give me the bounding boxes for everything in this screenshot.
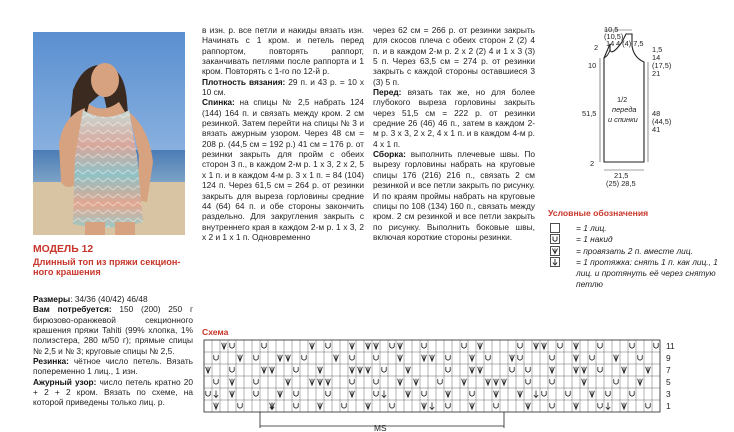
chart-yarn-over-mark: [550, 355, 554, 360]
chart-yarn-over-mark: [526, 367, 530, 372]
dim-right-3: (17,5): [652, 61, 672, 70]
schematic-center-1: 1/2: [617, 95, 628, 104]
chart-yarn-over-mark: [206, 391, 210, 396]
chart-yarn-over-mark: [390, 403, 394, 408]
rib-paragraph: [33, 356, 193, 377]
chart-yarn-over-mark: [254, 391, 258, 396]
instructions-column-3: [373, 25, 535, 242]
chart-decrease-mark: [550, 367, 555, 373]
legend-item-text: = 1 накид: [576, 234, 613, 245]
row-label: 1: [666, 401, 671, 411]
materials-label: Вам потребуется:: [33, 304, 112, 315]
chart-decrease-mark: [422, 355, 427, 361]
chart-skpo-mark: [214, 391, 218, 398]
assembly-label: Сборка:: [373, 149, 406, 160]
chart-decrease-mark: [422, 403, 427, 409]
materials-text: 150 (200) 250 г бирюзово-оранжевой секционного крашения пряжи Tahiti (99% хлопка, 1% полиэстера, 280 м/50 г); прямые спицы № 2,5 и № 3; круговые спицы № 2,5.: [33, 304, 193, 356]
chart-decrease-mark: [470, 367, 475, 373]
chart-decrease-mark: [318, 403, 323, 409]
chart-grid: [204, 340, 660, 428]
chart-decrease-mark: [574, 355, 579, 361]
legend-item-knit: [548, 223, 734, 234]
chart-yarn-over-mark: [446, 367, 450, 372]
back-label: Спинка:: [202, 97, 235, 108]
chart-yarn-over-mark: [326, 343, 330, 348]
scheme-title: Схема: [202, 327, 229, 337]
back-paragraph: [202, 97, 364, 242]
chart-decrease-mark: [518, 391, 523, 397]
chart-decrease-mark: [622, 403, 627, 409]
chart-yarn-over-mark: [654, 343, 658, 348]
dim-left-mid: 10: [588, 61, 597, 70]
rib-label: Резинка:: [33, 356, 69, 367]
chart-decrease-mark: [574, 343, 579, 349]
chart-decrease-mark: [470, 403, 475, 409]
chart-yarn-over-mark: [598, 367, 602, 372]
chart-decrease-mark: [502, 379, 507, 385]
chart-yarn-over-mark: [350, 379, 354, 384]
chart-decrease-mark: [318, 379, 323, 385]
legend-item-yarn-over: [548, 234, 734, 245]
chart-yarn-over-mark: [294, 391, 298, 396]
row-label: 11: [666, 341, 675, 351]
chart-decrease-mark: [350, 367, 355, 373]
chart-decrease-mark: [278, 391, 283, 397]
instructions-column-1: [33, 294, 193, 408]
lace-chart: [204, 340, 674, 432]
model-photo: [33, 32, 185, 235]
chart-yarn-over-mark: [566, 391, 570, 396]
chart-yarn-over-mark: [302, 355, 306, 360]
chart-decrease-mark: [398, 343, 403, 349]
chart-yarn-over-mark: [598, 343, 602, 348]
schematic-center-2: переда: [612, 105, 637, 114]
chart-decrease-mark: [582, 379, 587, 385]
dim-left-long: 51,5: [582, 109, 597, 118]
dim-left-top: 2: [594, 43, 599, 52]
chart-decrease-mark: [590, 391, 595, 397]
dim-right-4: 21: [652, 69, 661, 78]
chart-yarn-over-mark: [614, 379, 618, 384]
chart-decrease-mark: [374, 343, 379, 349]
chart-yarn-over-mark: [214, 379, 218, 384]
chart-yarn-over-mark: [374, 355, 378, 360]
chart-yarn-over-mark: [486, 355, 490, 360]
row-label: 3: [666, 389, 671, 399]
dim-right-6: (44,5): [652, 117, 672, 126]
chart-decrease-mark: [510, 355, 515, 361]
chart-decrease-mark: [238, 355, 243, 361]
dim-top-left-3: 14: [606, 39, 615, 48]
chart-decrease-mark: [230, 391, 235, 397]
chart-skpo-mark: [382, 391, 386, 398]
chart-yarn-over-mark: [646, 403, 650, 408]
ms-label: MS: [374, 423, 387, 432]
chart-decrease-mark: [398, 379, 403, 385]
instructions-column-2: [202, 25, 364, 242]
lace-paragraph: [33, 377, 193, 408]
model-name-line2: ного крашения: [33, 267, 101, 277]
dim-top-left-2: (10,5): [604, 32, 624, 41]
chart-decrease-mark: [262, 367, 267, 373]
chart-decrease-mark: [230, 379, 235, 385]
chart-yarn-over-mark: [526, 379, 530, 384]
chart-decrease-mark: [358, 367, 363, 373]
chart-decrease-mark: [622, 367, 627, 373]
assembly-paragraph: [373, 149, 535, 242]
chart-yarn-over-mark: [294, 367, 298, 372]
lace-text: число петель кратно 20 + 2 + 2 кром. Вязать по схеме, на которой приведены только лиц. р.: [33, 376, 194, 408]
chart-yarn-over-mark: [374, 391, 378, 396]
density-label: Плотность вязания:: [202, 76, 286, 87]
chart-decrease-mark: [286, 379, 291, 385]
materials-paragraph: [33, 304, 193, 356]
chart-yarn-over-mark: [382, 367, 386, 372]
chart-decrease-mark: [318, 367, 323, 373]
chart-yarn-over-mark: [494, 403, 498, 408]
model-name-line1: Длинный топ из пряжи секцион-: [33, 256, 181, 267]
skpo-symbol-icon: [550, 257, 560, 270]
chart-yarn-over-mark: [238, 403, 242, 408]
sizes-text: : 34/36 (40/42) 46/48: [70, 294, 148, 304]
legend-item-text: = провязать 2 п. вместе лиц.: [576, 245, 693, 256]
chart-decrease-mark: [494, 379, 499, 385]
legend-item-k2tog: [548, 246, 734, 257]
row-label: 5: [666, 377, 671, 387]
chart-yarn-over-mark: [254, 355, 258, 360]
chart-decrease-mark: [214, 403, 219, 409]
chart-decrease-mark: [270, 367, 275, 373]
chart-yarn-over-mark: [510, 367, 514, 372]
shoulder-paragraph: через 62 см = 266 р. от резинки закрыть для скосов плеча с обеих сторон 2 (2) 4 п. и в каждом 2-м р. 2 х 2 (2) 4 и 1 х 3 (3) 5 п. Через 63,5 см = 274 р. от резинки закрыть с каждой стороны оставшиеся 3 (3) 5 п.: [373, 25, 535, 87]
dim-right-7: 41: [652, 125, 661, 134]
chart-yarn-over-mark: [262, 343, 266, 348]
chart-decrease-mark: [486, 379, 491, 385]
assembly-text: выполнить плечевые швы. По вырезу горловины набрать на круговые спицы 176 (216) 216 п., связать 2 см резинкой и все петли закрыть по рисунку. И по краям проймы набрать на круговые спицы по 108 (134) 160 п., связать между кром. 2 см резинкой и все петли закрыть по рисунку. Выполнить боковые швы, включая короткие стороны резинки.: [373, 149, 535, 242]
chart-decrease-mark: [278, 355, 283, 361]
chart-yarn-over-mark: [518, 343, 522, 348]
model-number: МОДЕЛЬ 12: [33, 244, 94, 255]
chart-yarn-over-mark: [438, 379, 442, 384]
chart-yarn-over-mark: [446, 355, 450, 360]
chart-yarn-over-mark: [374, 379, 378, 384]
chart-yarn-over-mark: [630, 391, 634, 396]
sizes-label: Размеры: [33, 294, 71, 304]
chart-decrease-mark: [350, 391, 355, 397]
chart-decrease-mark: [574, 403, 579, 409]
chart-decrease-mark: [494, 391, 499, 397]
lace-label: Ажурный узор:: [33, 376, 97, 387]
legend-item-text: = 1 протяжка: снять 1 п. как лиц., 1 лиц. и протянуть её через снятую петлю: [576, 256, 718, 290]
back-text: на спицы № 2,5 набрать 124 (144) 164 п. и связать между кром. 2 см резинкой. Затем перейти на спицы № 3 и вязать ажурным узором. Через 48 см = 208 р. (44,5 см = 192 р.) 41 см = 176 р. от резинки закрыть для пройм с обеих сторон 3 п., в каждом 2-м р. 1 х 3, 2 х 2, 5 х 1 п. и в каждом 4-м р. 3 х 1 п. = 84 (104) 124 п. Через 61,5 см = 264 р. от резинки закрыть для выреза горловины средние 44 (64) 64 п. и обе стороны закончить раздельно. Для закругления закрыть с внутреннего края в каждом 2-м р. 1 х 3, 2 х 2 и 1 х 1 п. Одновременно: [202, 97, 364, 242]
chart-yarn-over-mark: [230, 343, 234, 348]
chart-skpo-mark: [534, 391, 538, 398]
chart-yarn-over-mark: [598, 403, 602, 408]
legend-title: Условные обозначения: [548, 208, 649, 218]
dim-right-5: 48: [652, 109, 661, 118]
density-text: 29 п. и 43 р. = 10 х 10 см.: [202, 76, 364, 98]
density-paragraph: [202, 77, 364, 98]
chart-decrease-mark: [350, 343, 355, 349]
chart-yarn-over-mark: [294, 403, 298, 408]
chart-yarn-over-mark: [422, 343, 426, 348]
sizes-paragraph: [33, 294, 193, 304]
chart-yarn-over-mark: [550, 379, 554, 384]
chart-decrease-mark: [542, 343, 547, 349]
dim-bottom-1: 21,5: [614, 171, 629, 180]
legend-item-skpo: [548, 257, 734, 291]
dim-top-right: 4 (4) 7,5: [616, 39, 644, 48]
chart-decrease-mark: [326, 379, 331, 385]
front-label: Перед:: [373, 87, 402, 98]
chart-decrease-mark: [646, 367, 651, 373]
chart-yarn-over-mark: [342, 403, 346, 408]
chart-decrease-mark: [366, 343, 371, 349]
chart-decrease-mark: [310, 343, 315, 349]
chart-yarn-over-mark: [542, 391, 546, 396]
dim-bottom-small: 2: [590, 159, 595, 168]
chart-decrease-mark: [206, 367, 211, 373]
chart-decrease-mark: [222, 343, 227, 349]
chart-yarn-over-mark: [254, 379, 258, 384]
chart-yarn-over-mark: [606, 391, 610, 396]
chart-yarn-over-mark: [422, 391, 426, 396]
chart-yarn-over-mark: [462, 343, 466, 348]
chart-decrease-mark: [366, 367, 371, 373]
chart-decrease-mark: [462, 379, 467, 385]
chart-yarn-over-mark: [326, 391, 330, 396]
model-title: [33, 245, 193, 278]
lace-continued-paragraph: в изн. р. все петли и накиды вязать изн. Начинать с 1 кром. и петель перед раппортом, повторять раппорт, заканчивать петлями после раппорта и 1 кром. Повторять с 1-го по 12-й р.: [202, 25, 364, 77]
chart-decrease-mark: [478, 343, 483, 349]
chart-decrease-mark: [334, 355, 339, 361]
garment-schematic: [548, 22, 734, 222]
front-paragraph: [373, 87, 535, 149]
dim-bottom-2: (25) 28,5: [606, 179, 636, 188]
chart-decrease-mark: [582, 367, 587, 373]
chart-decrease-mark: [614, 355, 619, 361]
chart-decrease-mark: [286, 355, 291, 361]
chart-yarn-over-mark: [390, 343, 394, 348]
chart-decrease-mark: [398, 355, 403, 361]
dim-top-left-1: 10,5: [604, 25, 619, 34]
front-text: вязать так же, но для более глубокого выреза горловины закрыть через 51,5 см = 222 р. от резинки средние 26 (46) 46 п., затем в каждом 2-м р. 3 х 3, 2 х 2, 4 х 1 п. и в каждом 4-м р. 4 х 1 п.: [373, 87, 535, 149]
chart-decrease-mark: [406, 367, 411, 373]
chart-decrease-mark: [574, 367, 579, 373]
chart-skpo-mark: [430, 403, 434, 410]
chart-decrease-mark: [310, 379, 315, 385]
chart-decrease-mark: [638, 379, 643, 385]
chart-yarn-over-mark: [590, 355, 594, 360]
chart-yarn-over-mark: [230, 367, 234, 372]
chart-yarn-over-mark: [446, 403, 450, 408]
rib-text: чётное число петель. Вязать попеременно 1 лиц., 1 изн.: [33, 356, 193, 377]
chart-yarn-over-mark: [550, 403, 554, 408]
chart-decrease-mark: [446, 391, 451, 397]
chart-decrease-mark: [470, 355, 475, 361]
chart-yarn-over-mark: [214, 355, 218, 360]
chart-yarn-over-mark: [638, 355, 642, 360]
chart-decrease-mark: [534, 343, 539, 349]
chart-decrease-mark: [406, 391, 411, 397]
chart-yarn-over-mark: [470, 391, 474, 396]
chart-decrease-mark: [366, 403, 371, 409]
chart-yarn-over-mark: [350, 355, 354, 360]
chart-row-labels: [666, 341, 675, 411]
chart-decrease-mark: [430, 355, 435, 361]
schematic-center-3: и спинки: [608, 115, 638, 124]
chart-decrease-mark: [526, 403, 531, 409]
chart-skpo-mark: [606, 403, 610, 410]
dim-right-2: 14: [652, 53, 661, 62]
chart-decrease-mark: [414, 379, 419, 385]
row-label: 9: [666, 353, 671, 363]
chart-yarn-over-mark: [630, 343, 634, 348]
dim-right-1: 1,5: [652, 45, 663, 54]
chart-yarn-over-mark: [518, 355, 522, 360]
row-label: 7: [666, 365, 671, 375]
chart-yarn-over-mark: [558, 343, 562, 348]
legend-item-text: = 1 лиц.: [576, 223, 607, 234]
legend: [548, 208, 734, 290]
chart-decrease-mark: [478, 367, 483, 373]
